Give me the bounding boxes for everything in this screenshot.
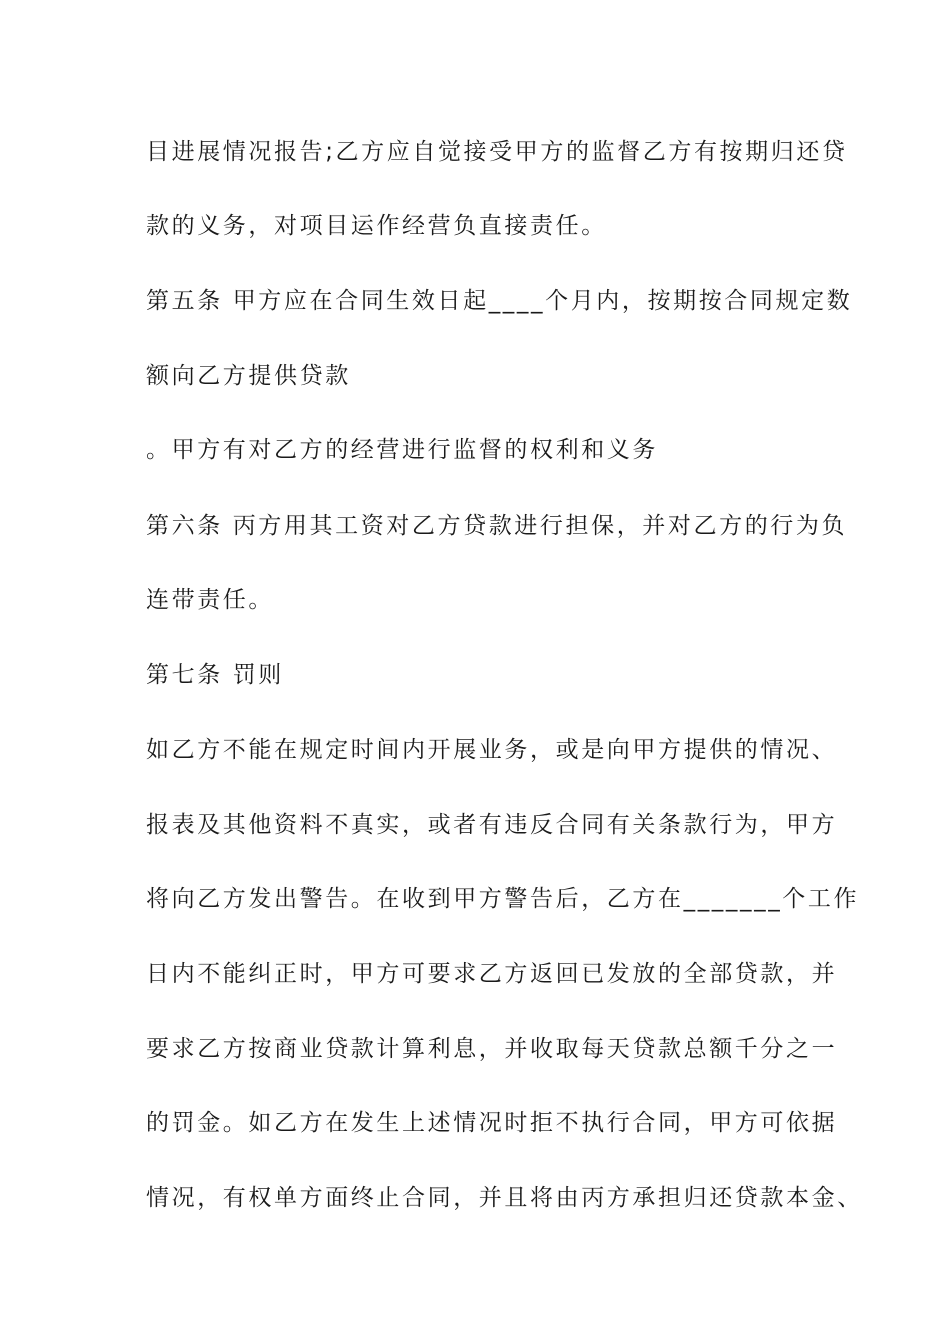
article-7-heading: 第七条 罚则 <box>146 662 284 688</box>
text-line-9: 如乙方不能在规定时间内开展业务，或是向甲方提供的情况、 <box>146 737 838 763</box>
text-line-11: 将向乙方发出警告。在收到甲方警告后，乙方在_______个工作 <box>146 886 860 912</box>
text-line-2: 款的义务，对项目运作经营负直接责任。 <box>146 213 607 239</box>
text-line-5: 。甲方有对乙方的经营进行监督的权利和义务 <box>146 437 658 463</box>
text-line-10: 报表及其他资料不真实，或者有违反合同有关条款行为，甲方 <box>146 812 838 838</box>
text-line-13: 要求乙方按商业贷款计算利息，并收取每天贷款总额千分之一 <box>146 1036 838 1062</box>
text-line-1: 目进展情况报告;乙方应自觉接受甲方的监督乙方有按期归还贷 <box>146 139 848 165</box>
text-line-7: 连带责任。 <box>146 587 274 613</box>
article-6-heading-line: 第六条 丙方用其工资对乙方贷款进行担保，并对乙方的行为负 <box>146 513 848 539</box>
text-line-14: 的罚金。如乙方在发生上述情况时拒不执行合同，甲方可依据 <box>146 1110 838 1136</box>
text-line-15: 情况，有权单方面终止合同，并且将由丙方承担归还贷款本金、 <box>146 1185 863 1211</box>
article-5-heading-line: 第五条 甲方应在合同生效日起____个月内，按期按合同规定数 <box>146 288 853 314</box>
text-line-4: 额向乙方提供贷款 <box>146 363 351 389</box>
text-line-12: 日内不能纠正时，甲方可要求乙方返回已发放的全部贷款，并 <box>146 961 838 987</box>
